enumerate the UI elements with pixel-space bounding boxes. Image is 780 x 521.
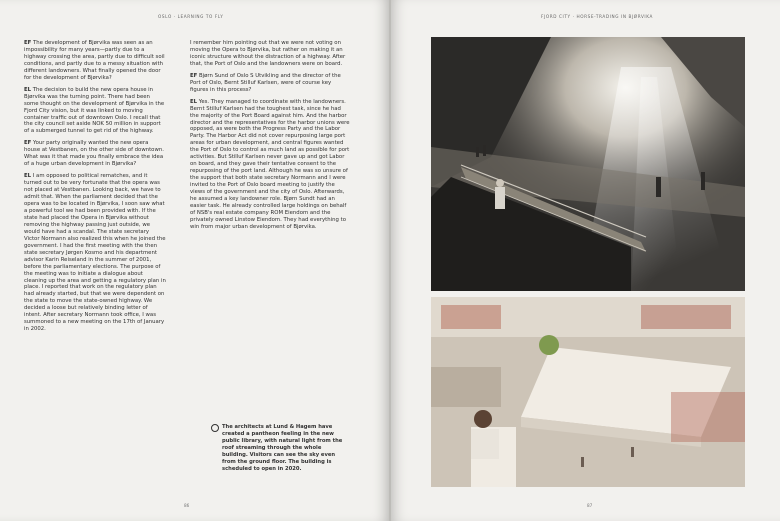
paragraph: EL Yes. They managed to coordinate with the landowners. Bernt Stilluf Karlsen had the toughest task, since he had the majority of the Port Board against him. And the harbor director and the representatives for the harbor unions were opposed, as were both the Progress Party and the Labor Party. The Harbor Act did not cover repurposing large port areas for urban development, and central figures wanted the Port of Oslo to control as much land as possible for port activities. But Stilluf Karlsen never gave up and got Labor on board, and they gave their tentative consent to the repurposing of the port land. Although he was so unsure of the support that both state secretary Normann and I were invited to the Port of Oslo board meeting to justify the views of the government and the city of Oslo. Afterwards, he assumed a key landowner role. Bjørn Sundt had an easier task. He already controlled large holdings on behalf of NSB's real estate company ROM Eiendom and the privately owned Linstow Eiendom. They had everything to win from major urban development of Bjørvika. [190, 98, 350, 230]
running-head-left: OSLO · LEARNING TO FLY [158, 14, 224, 19]
interview-column-1 [24, 40, 166, 338]
page-number-left: 86 [184, 503, 190, 508]
escalator-illustration [431, 37, 745, 291]
paragraph: I remember him pointing out that we were not voting on moving the Opera to Bjørvika, but rather on making it an iconic structure without the distraction of a highway. After that, the Port of Oslo and the landowners were on board. [190, 40, 346, 67]
interview-column-2 [190, 40, 350, 236]
right-page [391, 0, 780, 521]
page-number-right: 87 [587, 503, 593, 508]
atrium-illustration [431, 297, 745, 487]
photo-caption: The architects at Lund & Hagem have created a pantheon feeling in the new public library, with natural light from the roof streaming through the whole building. Visitors can see the sky even from the ground floor. The building is scheduled to open in 2020. [222, 424, 348, 473]
library-interior-render-atrium [431, 297, 745, 487]
running-head-right: FJORD CITY · HORSE-TRADING IN BJØRVIKA [541, 14, 654, 19]
paragraph: EF The development of Bjørvika was seen as an impossibility for many years—partly due to a highway crossing the area, partly due to difficult soil conditions, and partly due to a messy situation with different landowners. What finally opened the door for the development of Bjørvika? [24, 40, 165, 81]
caption-marker-icon [211, 424, 219, 432]
left-page [0, 0, 389, 521]
paragraph: EL The decision to build the new opera house in Bjørvika was the turning point. There had been some thought on the development of Bjørvika in the Fjord City vision, but it was linked to moving container traffic out of downtown Oslo. I recall that the city council set aside NOK 50 million in support of a submerged tunnel to get rid of the highway. [24, 86, 165, 135]
library-interior-render-escalator [431, 37, 745, 291]
paragraph: EF Bjørn Sund of Oslo S Utvikling and the director of the Port of Oslo, Bernt Stilluf Karlsen, were of course key figures in this process? [190, 72, 341, 93]
paragraph: EF Your party originally wanted the new opera house at Vestbanen, on the other side of downtown. What was it that made you finally embrace the idea of a huge urban development in Bjørvika? [24, 140, 164, 168]
paragraph: EL I am opposed to political rematches, and it turned out to be very fortunate that the opera was not placed at Vestbanen. Looking back, we have to admit that. When the parliament decided that the opera was to be located in Bjørvika, I soon saw what a powerful tool we had been provided with. If the state had placed the Opera in Bjørvika without removing the highway passing just outside, we would have had a scandal. The state secretary Victor Normann also realized this when he joined the government. I had the first meeting with the then state secretary Jørgen Kosmo and his department advisor Karin Reiseland in the summer of 2001, before the parliamentary elections. The purpose of the meeting was to initiate a dialogue about cleaning up the area and getting a regulatory plan in place. I reported that work on the regulatory plan had already started, but that we were dependent on the state to move the state-owned highway. We decided a loose but relatively binding letter of intent. After secretary Normann took office, I was summoned to a new meeting on the 17th of January in 2002. [24, 173, 166, 333]
